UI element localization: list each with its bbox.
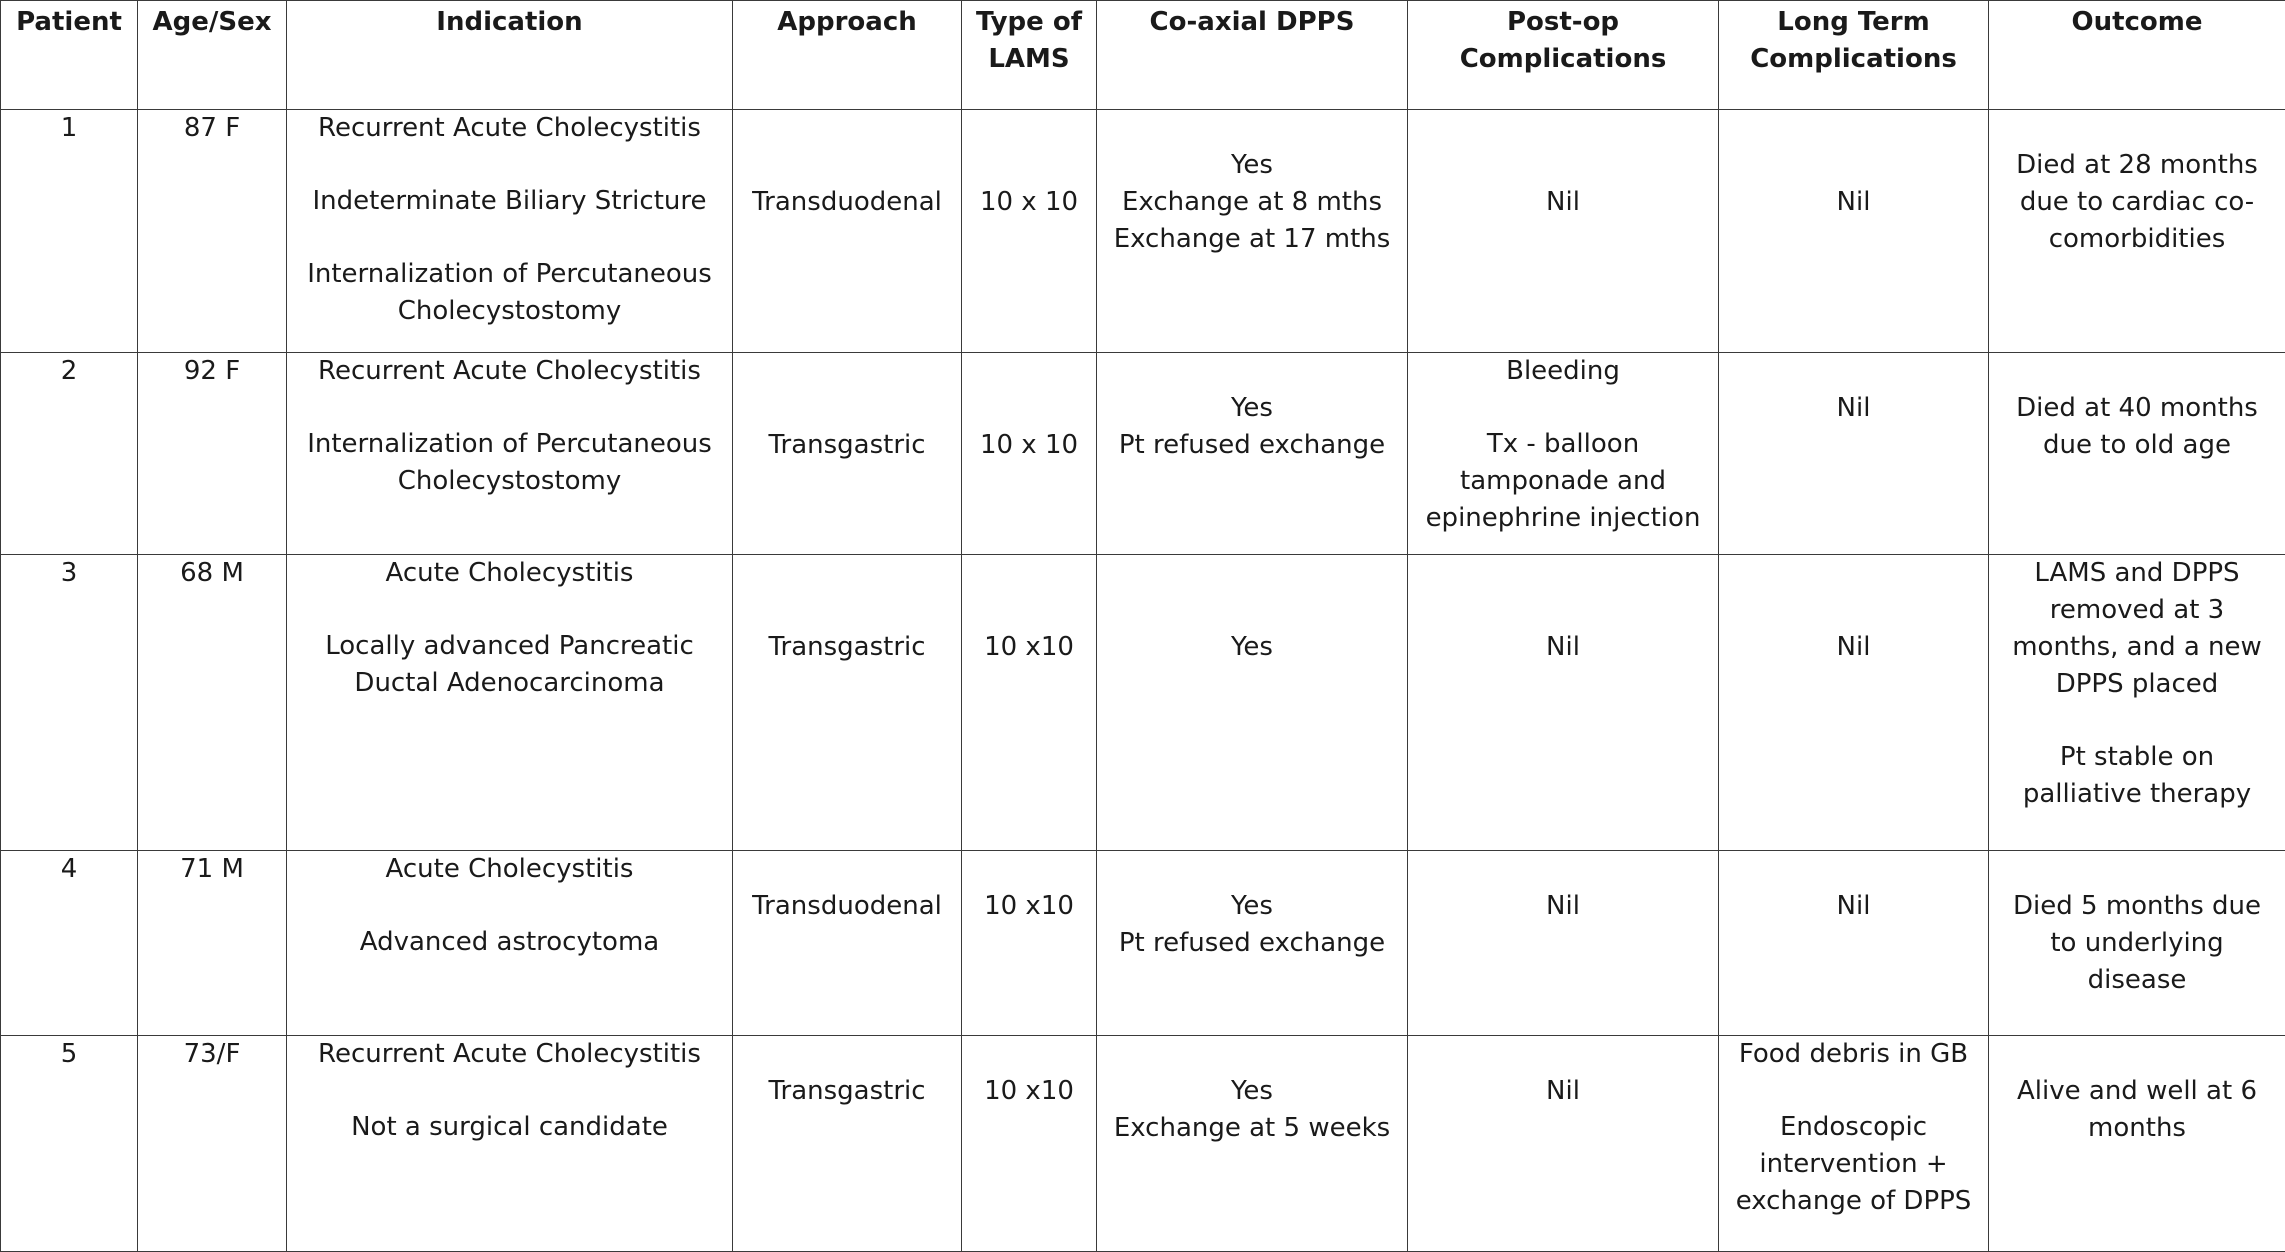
cell-type-of-lams-value: 10 x 10 (979, 187, 1079, 217)
table-row (1, 1036, 2285, 1252)
cell-indication (287, 353, 733, 555)
cell-age-sex-value: 68 M (180, 558, 244, 588)
cell-patient (1, 110, 138, 353)
cell-outcome-line: Died at 28 months due to cardiac co-comorbidities (2016, 150, 2258, 254)
cell-age-sex (138, 353, 287, 555)
cell-outcome-line: LAMS and DPPS removed at 3 months, and a new DPPS placed (2012, 558, 2262, 699)
cell-indication-line: Acute Cholecystitis (385, 558, 634, 588)
cell-postop-complications-line: Tx - balloon tamponade and epinephrine injection (1425, 429, 1701, 533)
column-header-outcome: Outcome (1989, 1, 2285, 110)
cell-indication (287, 851, 733, 1036)
cell-postop-complications (1408, 1036, 1719, 1252)
column-header-coaxial-dpps: Co-axial DPPS (1097, 1, 1408, 110)
cell-age-sex-value: 87 F (183, 113, 241, 143)
cell-coaxial-dpps (1097, 1036, 1408, 1252)
column-header-postop-complications: Post-op Complications (1408, 1, 1719, 110)
cell-longterm-complications (1719, 353, 1989, 555)
cell-approach-value: Transgastric (768, 1076, 926, 1106)
cell-patient (1, 851, 138, 1036)
cell-approach-value: Transgastric (768, 430, 926, 460)
cell-approach-value: Transduodenal (752, 187, 942, 217)
cell-indication-line: Indeterminate Biliary Stricture (312, 186, 707, 216)
cell-age-sex-value: 92 F (183, 356, 241, 386)
cell-indication-line: Not a surgical candidate (351, 1112, 668, 1142)
cell-indication-line: Advanced astrocytoma (359, 927, 660, 957)
cell-longterm-complications-line: Nil (1836, 187, 1871, 217)
cell-postop-complications-line: Nil (1546, 632, 1580, 662)
cell-coaxial-dpps (1097, 851, 1408, 1036)
column-header-age-sex: Age/Sex (138, 1, 287, 110)
cell-age-sex (138, 851, 287, 1036)
cell-type-of-lams (962, 555, 1097, 851)
cell-patient-value: 4 (60, 854, 78, 884)
cell-coaxial-dpps-line: Yes (1231, 150, 1273, 180)
cell-type-of-lams (962, 851, 1097, 1036)
cell-type-of-lams (962, 110, 1097, 353)
cell-coaxial-dpps-line: Exchange at 8 mths (1121, 187, 1383, 217)
cell-age-sex (138, 1036, 287, 1252)
cell-approach (733, 1036, 962, 1252)
table-row (1, 110, 2285, 353)
cell-type-of-lams-value: 10 x10 (984, 632, 1074, 662)
cell-age-sex-value: 71 M (180, 854, 244, 884)
cell-patient (1, 555, 138, 851)
cell-indication-line: Recurrent Acute Cholecystitis (318, 113, 701, 143)
cell-outcome (1989, 353, 2285, 555)
cell-patient-value: 3 (60, 558, 78, 588)
cell-outcome-line: Alive and well at 6 months (2017, 1076, 2257, 1143)
cell-longterm-complications (1719, 851, 1989, 1036)
cell-approach (733, 110, 962, 353)
cell-coaxial-dpps-line: Yes (1231, 891, 1273, 921)
cell-longterm-complications-line: Nil (1836, 393, 1871, 423)
cell-outcome (1989, 1036, 2285, 1252)
cell-indication (287, 555, 733, 851)
cell-outcome-line: Died 5 months due to underlying disease (2013, 891, 2261, 995)
cell-outcome-line: Died at 40 months due to old age (2016, 393, 2258, 460)
cell-age-sex-value: 73/F (183, 1039, 241, 1069)
cell-longterm-complications (1719, 1036, 1989, 1252)
cell-coaxial-dpps-line: Yes (1231, 632, 1273, 662)
column-header-patient: Patient (1, 1, 138, 110)
table-header (1, 1, 2285, 110)
cell-longterm-complications-line: Food debris in GB (1738, 1039, 1969, 1069)
cell-postop-complications (1408, 110, 1719, 353)
cell-approach (733, 353, 962, 555)
cell-indication-line: Internalization of Percutaneous Cholecystostomy (307, 429, 712, 496)
cell-indication-line: Internalization of Percutaneous Cholecystostomy (307, 259, 712, 326)
table-body (1, 110, 2285, 1252)
cell-coaxial-dpps-line: Exchange at 5 weeks (1113, 1113, 1391, 1143)
cell-approach (733, 851, 962, 1036)
cell-age-sex (138, 555, 287, 851)
cell-longterm-complications-line: Nil (1836, 632, 1871, 662)
header-row (1, 1, 2285, 110)
column-header-approach: Approach (733, 1, 962, 110)
cell-postop-complications (1408, 851, 1719, 1036)
cell-coaxial-dpps (1097, 110, 1408, 353)
cell-postop-complications-line: Bleeding (1506, 356, 1620, 386)
table-row (1, 555, 2285, 851)
cell-coaxial-dpps (1097, 353, 1408, 555)
cell-indication-line: Recurrent Acute Cholecystitis (318, 1039, 701, 1069)
cell-approach (733, 555, 962, 851)
cell-patient-value: 5 (60, 1039, 78, 1069)
cell-type-of-lams-value: 10 x10 (984, 1076, 1074, 1106)
cell-coaxial-dpps-line: Yes (1231, 393, 1273, 423)
cell-approach-value: Transduodenal (752, 891, 942, 921)
cell-outcome (1989, 555, 2285, 851)
cell-outcome-line: Pt stable on palliative therapy (2022, 742, 2252, 809)
column-header-longterm-complications: Long Term Complications (1719, 1, 1989, 110)
cell-outcome (1989, 851, 2285, 1036)
cell-type-of-lams (962, 1036, 1097, 1252)
cell-patient-value: 1 (60, 113, 78, 143)
cell-patient (1, 1036, 138, 1252)
cell-postop-complications-line: Nil (1546, 1076, 1580, 1106)
cell-coaxial-dpps-line: Pt refused exchange (1118, 430, 1386, 460)
table-row (1, 851, 2285, 1036)
cell-patient (1, 353, 138, 555)
cell-outcome (1989, 110, 2285, 353)
cell-longterm-complications-line: Endoscopic intervention + exchange of DPPS (1735, 1112, 1972, 1216)
cell-postop-complications-line: Nil (1546, 187, 1580, 217)
cell-type-of-lams-value: 10 x 10 (979, 430, 1079, 460)
cell-coaxial-dpps (1097, 555, 1408, 851)
cell-postop-complications (1408, 555, 1719, 851)
cell-coaxial-dpps-line: Exchange at 17 mths (1113, 224, 1391, 254)
cell-longterm-complications (1719, 110, 1989, 353)
cell-indication (287, 1036, 733, 1252)
cell-type-of-lams (962, 353, 1097, 555)
cell-type-of-lams-value: 10 x10 (984, 891, 1074, 921)
cell-postop-complications-line: Nil (1546, 891, 1580, 921)
cell-longterm-complications-line: Nil (1836, 891, 1871, 921)
cell-postop-complications (1408, 353, 1719, 555)
cell-coaxial-dpps-line: Yes (1231, 1076, 1273, 1106)
column-header-type-of-lams: Type of LAMS (962, 1, 1097, 110)
cell-longterm-complications (1719, 555, 1989, 851)
cell-coaxial-dpps-line: Pt refused exchange (1118, 928, 1386, 958)
cell-indication-line: Recurrent Acute Cholecystitis (318, 356, 701, 386)
cell-patient-value: 2 (60, 356, 78, 386)
cell-indication-line: Locally advanced Pancreatic Ductal Adenocarcinoma (325, 631, 694, 698)
column-header-indication: Indication (287, 1, 733, 110)
cell-indication-line: Acute Cholecystitis (385, 854, 634, 884)
table-row (1, 353, 2285, 555)
cell-age-sex (138, 110, 287, 353)
cell-approach-value: Transgastric (768, 632, 926, 662)
cell-indication (287, 110, 733, 353)
